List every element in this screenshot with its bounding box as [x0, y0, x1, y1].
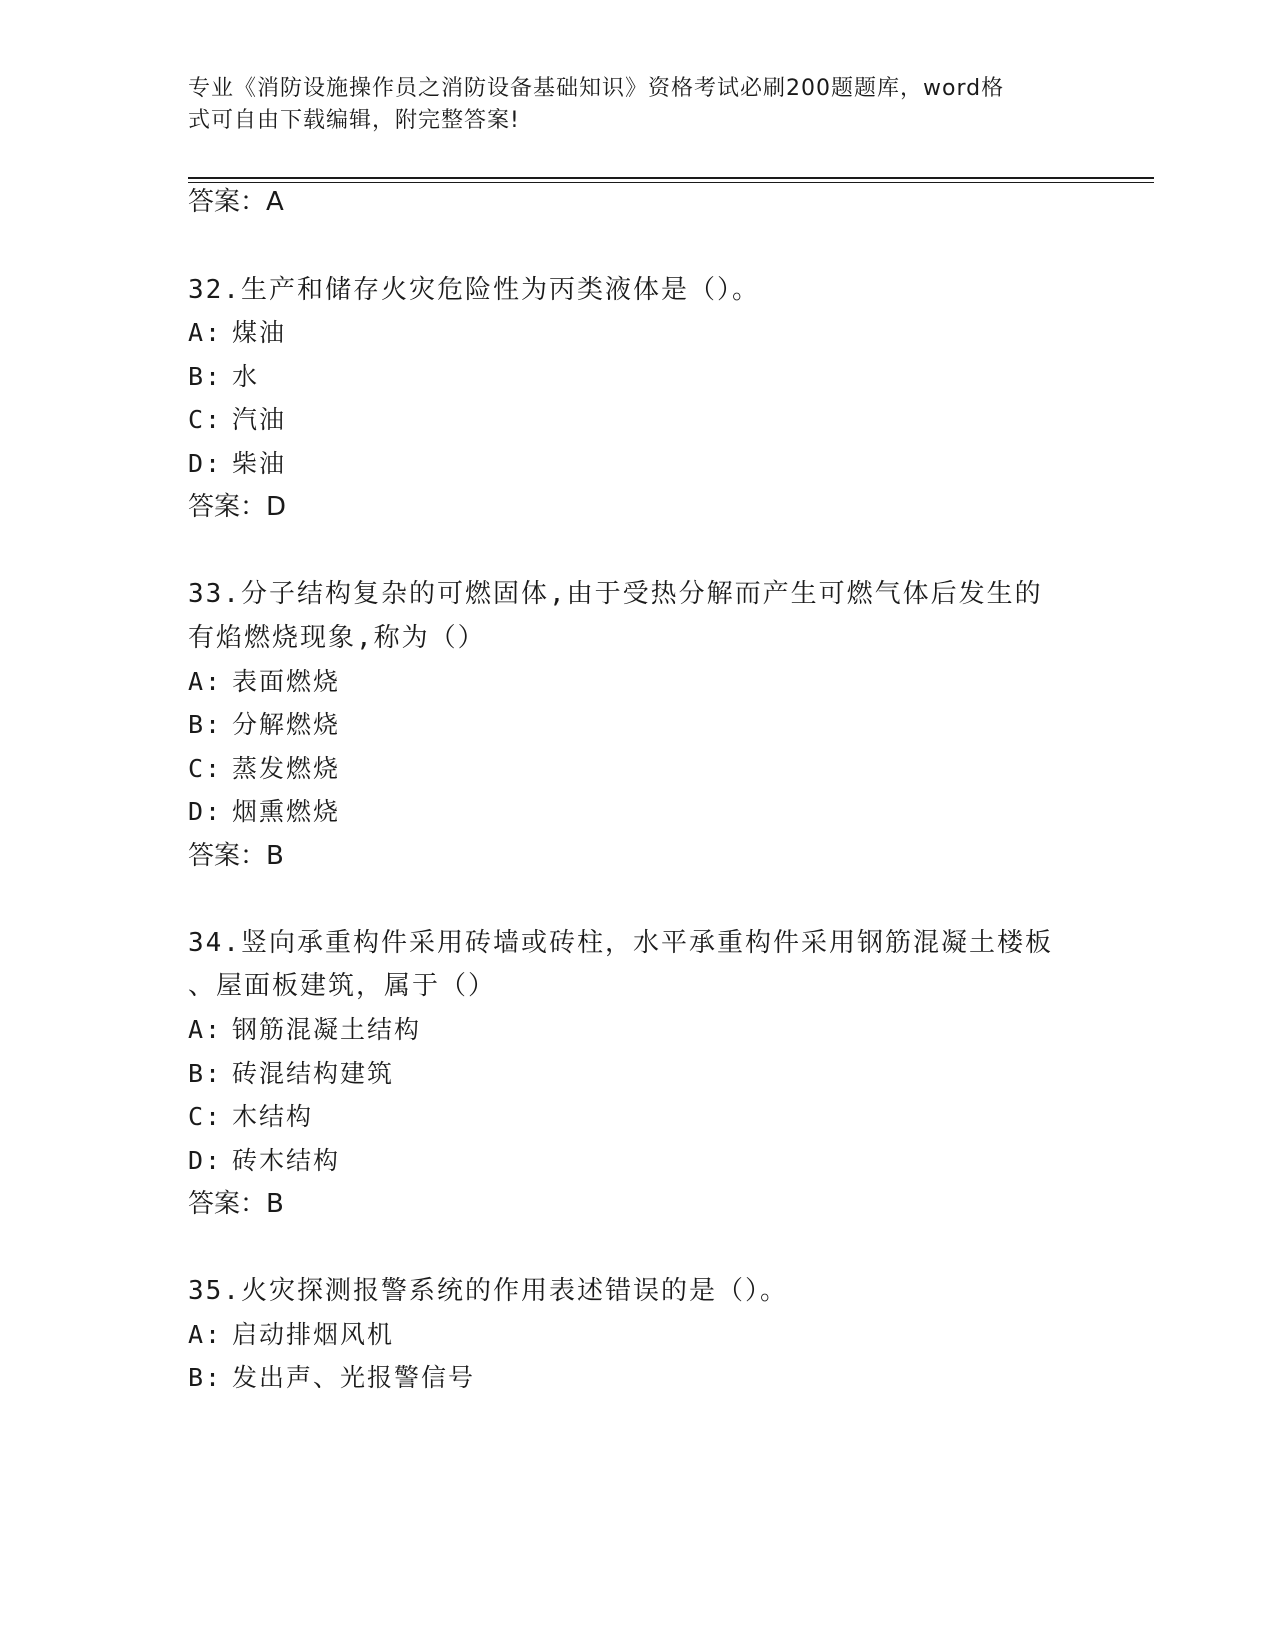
question-33-option-d — [188, 795, 340, 829]
option-text: 木结构 — [232, 1102, 314, 1131]
answer-q32: 答案：D — [188, 492, 287, 522]
question-32-option-b — [188, 360, 259, 394]
question-33-option-c — [188, 752, 340, 786]
option-letter: B: — [188, 362, 223, 391]
option-text: 启动排烟风机 — [232, 1320, 395, 1349]
option-letter: C: — [188, 1102, 223, 1131]
option-letter: B: — [188, 710, 223, 739]
question-34-option-c — [188, 1100, 313, 1134]
option-letter: B: — [188, 1059, 223, 1088]
question-32-option-d — [188, 447, 286, 481]
question-33-option-a — [188, 665, 340, 699]
option-letter: B: — [188, 1363, 223, 1392]
option-text: 表面燃烧 — [232, 667, 341, 696]
option-text: 砖木结构 — [232, 1146, 341, 1175]
option-letter: C: — [188, 405, 223, 434]
option-text: 水 — [232, 362, 260, 391]
option-text: 烟熏燃烧 — [232, 797, 341, 826]
question-34-text-line-1: 34.竖向承重构件采用砖墙或砖柱，水平承重构件采用钢筋混凝土楼板 — [188, 928, 1053, 958]
question-33-option-b — [188, 708, 340, 742]
question-33-text-line-2: 有焰燃烧现象,称为（） — [188, 623, 486, 653]
question-32-option-c — [188, 403, 286, 437]
question-35-text: 35.火灾探测报警系统的作用表述错误的是（）。 — [188, 1276, 788, 1306]
option-text: 煤油 — [232, 318, 287, 347]
option-letter: A: — [188, 1320, 223, 1349]
question-34-option-a — [188, 1013, 421, 1047]
question-34-text-line-2: 、屋面板建筑，属于（） — [188, 971, 497, 1001]
document-header — [188, 73, 1068, 137]
question-35-option-a — [188, 1318, 394, 1352]
option-text: 柴油 — [232, 449, 287, 478]
option-letter: D: — [188, 1146, 223, 1175]
option-text: 砖混结构建筑 — [232, 1059, 395, 1088]
option-text: 钢筋混凝土结构 — [232, 1015, 422, 1044]
option-text: 发出声、光报警信号 — [232, 1363, 476, 1392]
header-line-1: 专业《消防设施操作员之消防设备基础知识》资格考试必刷200题题库，word格 — [188, 76, 1005, 101]
answer-q34: 答案：B — [188, 1189, 284, 1219]
question-35-option-b — [188, 1361, 475, 1395]
question-34-option-b — [188, 1057, 394, 1091]
option-letter: C: — [188, 754, 223, 783]
option-letter: D: — [188, 449, 223, 478]
answer-q31: 答案：A — [188, 187, 284, 217]
question-33-text-line-1: 33.分子结构复杂的可燃固体,由于受热分解而产生可燃气体后发生的 — [188, 579, 1043, 609]
header-divider — [188, 177, 1154, 179]
option-text: 分解燃烧 — [232, 710, 341, 739]
question-34-option-d — [188, 1144, 340, 1178]
option-letter: A: — [188, 318, 223, 347]
option-letter: D: — [188, 797, 223, 826]
option-text: 蒸发燃烧 — [232, 754, 341, 783]
question-32-text: 32.生产和储存火灾危险性为丙类液体是（）。 — [188, 275, 760, 305]
question-32-option-a — [188, 316, 286, 350]
header-divider-thin — [188, 182, 1154, 183]
option-text: 汽油 — [232, 405, 287, 434]
answer-q33: 答案：B — [188, 841, 284, 871]
option-letter: A: — [188, 1015, 223, 1044]
header-line-2: 式可自由下载编辑，附完整答案! — [188, 108, 520, 133]
option-letter: A: — [188, 667, 223, 696]
